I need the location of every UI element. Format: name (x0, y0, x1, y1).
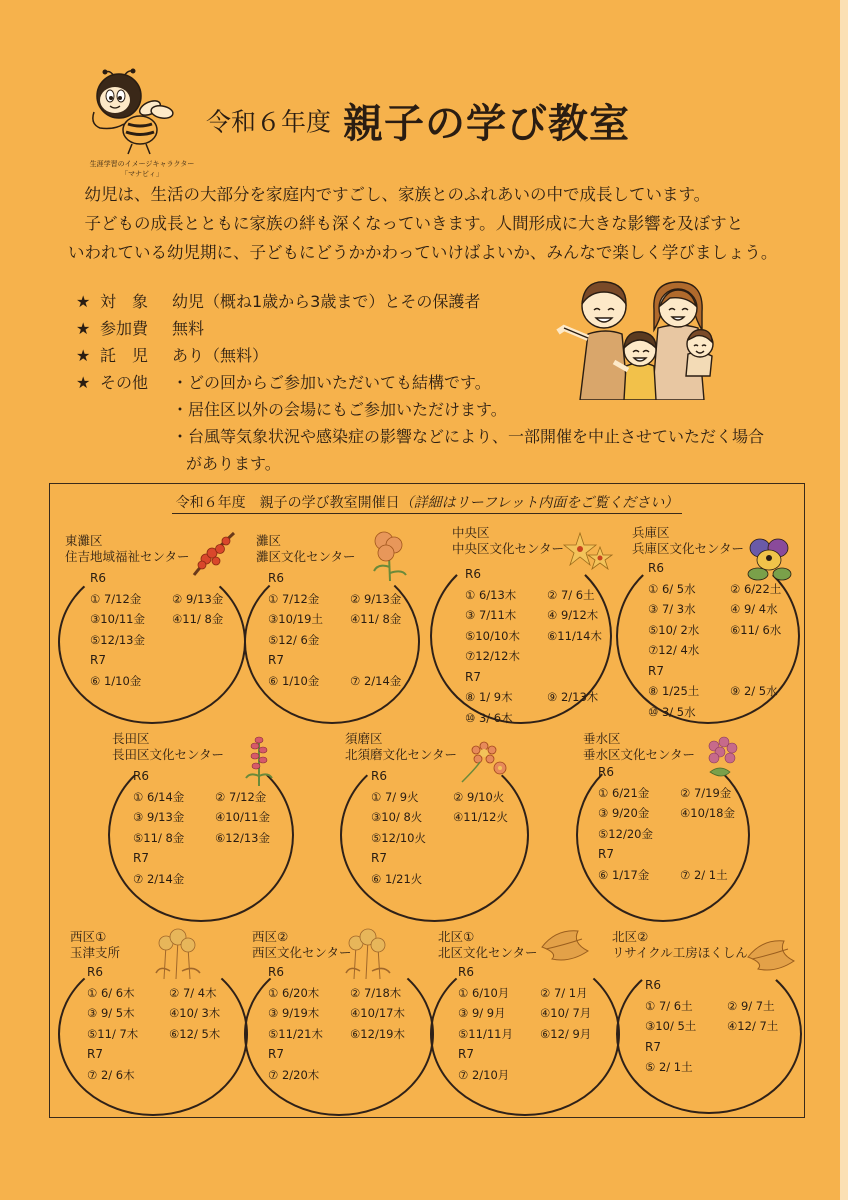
date-row (268, 609, 401, 630)
session-date: ① 6/20木 (268, 985, 320, 1000)
date-row (268, 1024, 405, 1045)
schedule-title (50, 492, 804, 512)
session-date: ④12/ 7土 (727, 1019, 779, 1033)
district-dates (87, 962, 220, 1085)
session-date: ⑤11/21木 (268, 1026, 323, 1041)
schedule-title-note: （詳細はリーフレット内面をご覧ください） (399, 495, 679, 511)
session-date: ③10/ 8火 (371, 810, 423, 824)
date-row (645, 1016, 778, 1037)
session-date: ⑤10/10木 (465, 628, 520, 643)
intro-line-2: 子どもの成長とともに家族の絆も深くなっていきます。人間形成に大きな影響を及ぼすと (84, 214, 744, 233)
session-date: ⑤12/ 6金 (268, 632, 320, 647)
district-venue: 北区文化センター (438, 945, 538, 960)
session-date: ⑥12/ 9月 (540, 1026, 592, 1041)
schedule-title-text: 令和６年度 親子の学び教室開催日 (175, 495, 400, 511)
session-date: ① 7/ 9火 (371, 789, 419, 804)
date-row (598, 803, 735, 824)
session-date: ⑥ 1/10金 (90, 673, 142, 688)
title-text: 親子の学び教室 (343, 101, 631, 147)
session-date: ③10/19土 (268, 612, 323, 626)
fiscal-year-label: R6 (268, 965, 284, 979)
session-date: ② 7/12金 (215, 789, 267, 804)
district-venue: 西区文化センター (252, 945, 352, 960)
session-date: ⑤ 2/ 1土 (645, 1060, 693, 1074)
district-dates (598, 762, 735, 885)
district-dates (268, 962, 405, 1085)
district-name (70, 929, 120, 961)
district-ward: 兵庫区 (632, 525, 670, 540)
star-icon: ★ (76, 346, 91, 365)
fiscal-year-label: R6 (465, 567, 481, 581)
session-date: ⑦ 2/ 1土 (680, 867, 728, 882)
date-row (465, 585, 602, 606)
date-row (458, 1024, 591, 1045)
childcare-label: 託 児 (100, 346, 149, 365)
date-row (648, 620, 781, 641)
district-ward: 中央区 (452, 525, 490, 540)
session-date: ⑧ 1/ 9木 (465, 690, 513, 704)
session-date: ② 9/13金 (350, 591, 402, 606)
district-name (112, 731, 224, 763)
district-name (256, 533, 356, 565)
session-date: ⑥ 1/10金 (268, 673, 320, 688)
session-date: ④11/ 8金 (350, 612, 402, 626)
district-ward: 垂水区 (583, 731, 621, 746)
fiscal-year-label: R6 (90, 571, 106, 585)
note-2: ・居住区以外の会場にもご参加いただけます。 (172, 400, 507, 419)
session-date: ⑦12/12木 (465, 649, 520, 663)
district-name (438, 929, 538, 961)
session-date: ① 7/ 6土 (645, 998, 693, 1013)
session-date: ⑥11/ 6水 (730, 622, 782, 637)
session-date: ③ 9/13金 (133, 810, 185, 824)
fee-value: 無料 (172, 319, 205, 338)
session-date: ④10/17木 (350, 1006, 405, 1020)
session-date: ⑦ 2/ 6木 (87, 1067, 135, 1082)
district-dates (648, 558, 781, 722)
note-3: ・台風等気象状況や感染症の影響などにより、一部開催を中止させていただく場合 (172, 427, 765, 446)
session-date: ⑨ 2/ 5水 (730, 684, 778, 698)
session-date: ④11/ 8金 (172, 612, 224, 626)
session-date: ④11/12火 (453, 810, 508, 824)
district-dates (90, 568, 223, 691)
district-venue: 垂水区文化センター (583, 747, 696, 762)
district-dates (465, 564, 602, 728)
fiscal-year-label: R6 (87, 965, 103, 979)
district-ward: 西区② (252, 929, 289, 944)
session-date: ③10/ 5土 (645, 1019, 697, 1033)
date-row (458, 1003, 591, 1024)
star-icon: ★ (76, 292, 91, 311)
manabi-mascot-icon (84, 68, 194, 160)
session-date: ② 6/22土 (730, 581, 782, 596)
session-date: ② 7/ 4木 (169, 985, 217, 1000)
session-date: ② 9/ 7土 (727, 998, 775, 1013)
fiscal-year-label: R6 (371, 769, 387, 783)
target-label: 対 象 (100, 292, 149, 311)
childcare-value: あり（無料） (172, 346, 269, 365)
date-row (648, 640, 781, 661)
star-icon: ★ (76, 373, 91, 392)
district-venue: 北須磨文化センター (345, 747, 458, 762)
date-row (87, 1003, 220, 1024)
session-date: ① 7/12金 (268, 591, 320, 606)
date-row (268, 671, 401, 692)
date-row (598, 824, 735, 845)
date-row (87, 1065, 220, 1086)
district-ward: 西区① (70, 929, 107, 944)
session-date: ② 7/ 1月 (540, 985, 588, 1000)
date-row (90, 671, 223, 692)
date-row (87, 1024, 220, 1045)
fiscal-year-label: R6 (598, 765, 614, 779)
district-dates (268, 568, 401, 691)
session-date: ⑤12/20金 (598, 826, 653, 841)
fiscal-year-label: R7 (87, 1047, 103, 1061)
date-row (268, 589, 401, 610)
session-date: ④10/ 7月 (540, 1006, 592, 1020)
date-row (371, 807, 508, 828)
session-date: ④ 9/ 4水 (730, 602, 778, 616)
date-row (133, 828, 270, 849)
session-date: ② 9/10火 (453, 789, 505, 804)
intro-line-3: いわれている幼児期に、子どもにどうかかわっていけばよいか、みんなで楽しく学びましょう。 (68, 243, 778, 262)
intro-text (68, 180, 788, 267)
session-date: ③ 9/ 9月 (458, 1006, 506, 1020)
date-row (645, 1057, 778, 1078)
session-date: ⑩ 3/ 5水 (648, 704, 696, 719)
fiscal-year-label: R7 (90, 653, 106, 667)
date-row (648, 599, 781, 620)
session-date: ⑤11/11月 (458, 1026, 513, 1041)
session-date: ⑩ 3/ 6木 (465, 710, 513, 725)
intro-line-1: 幼児は、生活の大部分を家庭内ですごし、家族とのふれあいの中で成長しています。 (84, 185, 711, 204)
note-1: ・どの回からご参加いただいても結構です。 (172, 373, 491, 392)
district-ward: 須磨区 (345, 731, 383, 746)
session-date: ⑥12/13金 (215, 830, 270, 845)
district-ward: 長田区 (112, 731, 150, 746)
date-row (648, 702, 781, 723)
fiscal-year-label: R7 (458, 1047, 474, 1061)
date-row (648, 579, 781, 600)
session-date: ⑦ 2/14金 (350, 673, 402, 688)
date-row (371, 828, 508, 849)
district-dates (645, 975, 778, 1078)
date-row (465, 708, 602, 729)
fiscal-year-label: R7 (465, 669, 481, 684)
session-date: ① 6/ 6木 (87, 985, 135, 1000)
other-label: その他 (100, 373, 149, 392)
date-row (371, 869, 508, 890)
district-venue: 兵庫区文化センター (632, 541, 745, 556)
date-row (268, 1065, 405, 1086)
fiscal-year-label: R7 (645, 1039, 661, 1054)
session-date: ③ 7/ 3水 (648, 602, 696, 616)
session-date: ① 6/21金 (598, 785, 650, 800)
session-date: ② 9/13金 (172, 591, 224, 606)
date-row (90, 630, 223, 651)
date-row (598, 865, 735, 886)
session-date: ③ 9/ 5木 (87, 1006, 135, 1020)
fee-label: 参加費 (100, 319, 149, 338)
district-ward: 北区① (438, 929, 475, 944)
district-venue: 玉津支所 (70, 945, 121, 960)
fiscal-year-label: R6 (268, 571, 284, 585)
session-date: ② 7/19金 (680, 785, 732, 800)
date-row (90, 589, 223, 610)
session-date: ② 7/18木 (350, 985, 402, 1000)
date-row (87, 983, 220, 1004)
fiscal-year: 令和６年度 (206, 107, 332, 137)
session-date: ⑤11/ 8金 (133, 830, 185, 845)
session-date: ① 6/10月 (458, 985, 510, 1000)
fiscal-year-label: R6 (645, 978, 661, 992)
session-date: ③ 9/19木 (268, 1006, 320, 1020)
district-name (612, 929, 748, 961)
date-row (465, 646, 602, 667)
district-name (65, 533, 190, 565)
district-ward: 灘区 (256, 533, 282, 548)
schedule-title-main (172, 495, 683, 514)
district-dates (371, 766, 508, 889)
session-date: ③ 7/11木 (465, 608, 517, 622)
date-row (458, 983, 591, 1004)
date-row (371, 787, 508, 808)
target-value: 幼児（概ね1歳から3歳まで）とその保護者 (172, 292, 481, 311)
session-date: ② 7/ 6土 (547, 587, 595, 602)
date-row (268, 630, 401, 651)
session-date: ⑦12/ 4水 (648, 643, 700, 657)
mascot-caption-line-1: 生涯学習のイメージキャラクター (89, 160, 195, 168)
date-row (598, 783, 735, 804)
session-date: ③ 9/20金 (598, 806, 650, 820)
district-name (345, 731, 457, 763)
district-name (632, 525, 744, 557)
district-venue: リサイクル工房ほくしん (612, 945, 748, 960)
session-date: ① 6/14金 (133, 789, 185, 804)
date-row (268, 1003, 405, 1024)
session-date: ④10/18金 (680, 806, 735, 820)
session-date: ① 7/12金 (90, 591, 142, 606)
fiscal-year-label: R7 (133, 851, 149, 865)
session-date: ⑧ 1/25土 (648, 684, 700, 698)
date-row (133, 869, 270, 890)
session-date: ⑤11/ 7木 (87, 1026, 139, 1041)
district-venue: 中央区文化センター (452, 541, 565, 556)
session-date: ③10/11金 (90, 612, 145, 626)
fiscal-year-label: R7 (268, 653, 284, 667)
session-date: ⑥ 1/17金 (598, 867, 650, 882)
session-date: ④10/ 3木 (169, 1006, 221, 1020)
session-date: ① 6/13木 (465, 587, 517, 602)
date-row (268, 983, 405, 1004)
district-dates (458, 962, 591, 1085)
district-ward: 東灘区 (65, 533, 103, 548)
note-3-continued: があります。 (186, 454, 281, 473)
session-date: ④ 9/12木 (547, 608, 599, 622)
session-date: ⑤12/13金 (90, 632, 145, 647)
date-row (133, 807, 270, 828)
district-name (583, 731, 695, 763)
session-date: ⑦ 2/14金 (133, 871, 185, 886)
session-date: ⑥12/19木 (350, 1026, 405, 1041)
fiscal-year-label: R7 (268, 1047, 284, 1061)
fiscal-year-label: R6 (458, 965, 474, 979)
session-date: ① 6/ 5水 (648, 581, 696, 596)
district-venue: 灘区文化センター (256, 549, 356, 564)
date-row (465, 687, 602, 708)
fiscal-year-label: R6 (648, 561, 664, 575)
fiscal-year-label: R7 (371, 851, 387, 865)
session-date: ④10/11金 (215, 810, 270, 824)
date-row (133, 787, 270, 808)
session-date: ⑦ 2/20木 (268, 1067, 320, 1082)
session-date: ⑤10/ 2水 (648, 622, 700, 637)
session-date: ⑥12/ 5木 (169, 1026, 221, 1041)
district-name (252, 929, 352, 961)
date-row (90, 609, 223, 630)
star-icon: ★ (76, 319, 91, 338)
district-venue: 長田区文化センター (112, 747, 225, 762)
date-row (465, 605, 602, 626)
fiscal-year-label: R7 (598, 847, 614, 861)
family-illustration-icon (548, 270, 732, 400)
fiscal-year-label: R6 (133, 769, 149, 783)
date-row (645, 996, 778, 1017)
mascot-caption (78, 159, 206, 179)
district-dates (133, 766, 270, 889)
session-date: ⑥ 1/21火 (371, 871, 423, 886)
mascot-caption-line-2: 「マナビィ」 (121, 170, 163, 178)
session-date: ⑦ 2/10月 (458, 1067, 510, 1082)
date-row (458, 1065, 591, 1086)
district-name (452, 525, 564, 557)
fiscal-year-label: R7 (648, 663, 664, 678)
session-date: ⑥11/14木 (547, 628, 602, 643)
page-title (206, 92, 630, 149)
district-ward: 北区② (612, 929, 649, 944)
session-date: ⑨ 2/13木 (547, 690, 599, 704)
date-row (648, 681, 781, 702)
district-venue: 住吉地域福祉センター (65, 549, 190, 564)
session-date: ⑤12/10火 (371, 830, 426, 845)
date-row (465, 626, 602, 647)
